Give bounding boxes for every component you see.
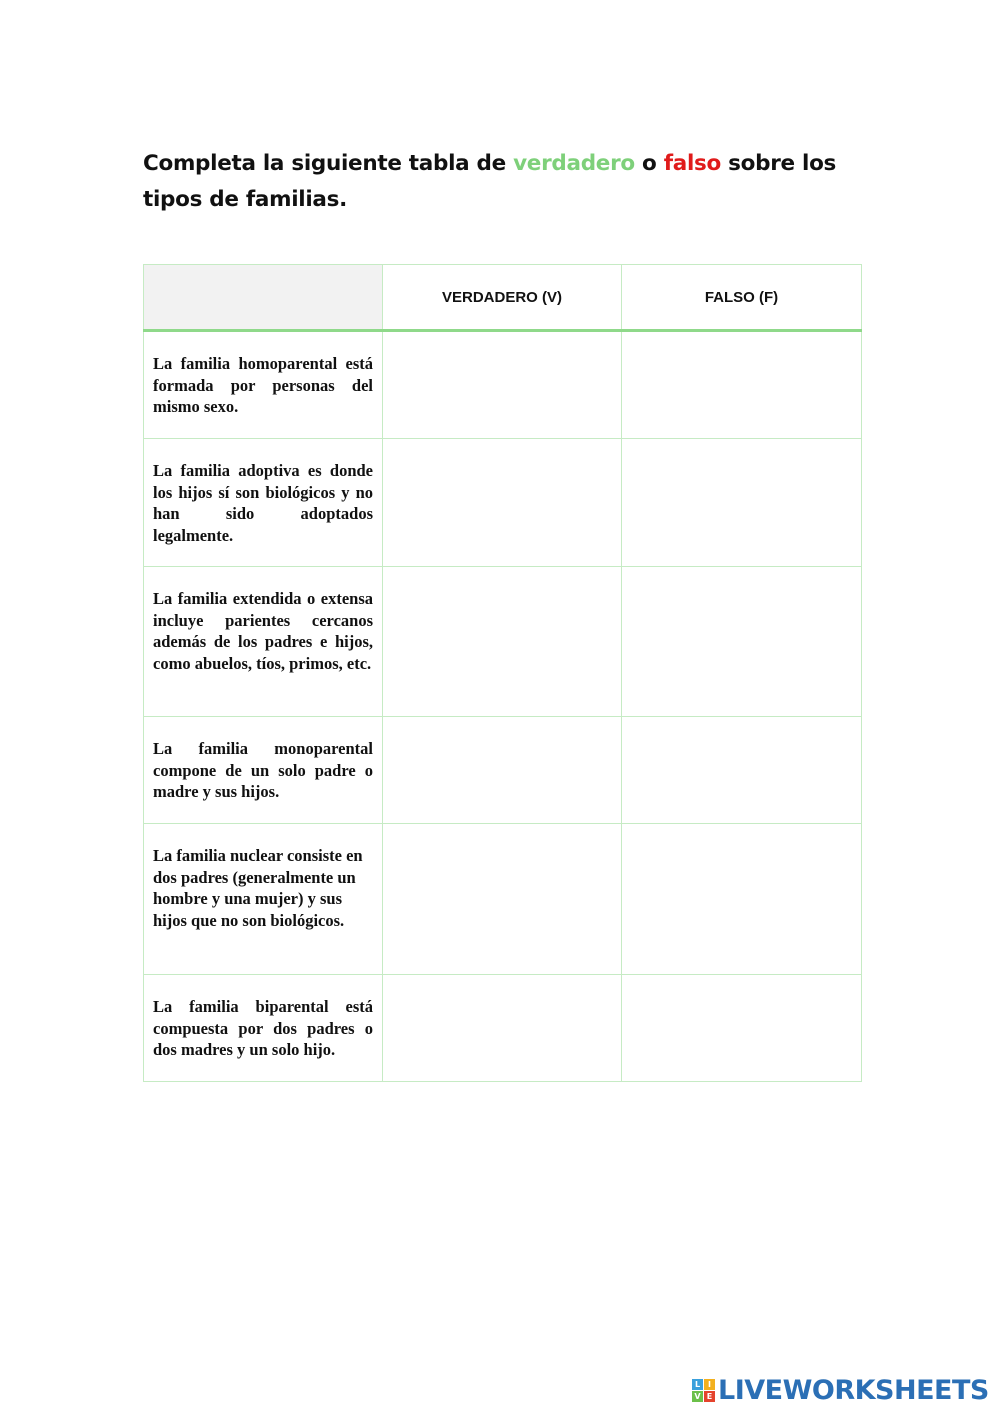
logo-tile-e: E	[704, 1391, 715, 1402]
answer-cell-verdadero[interactable]	[383, 975, 622, 1082]
table-row	[144, 717, 862, 824]
table-row	[144, 824, 862, 975]
answer-cell-falso[interactable]	[622, 439, 862, 567]
table-header-row	[144, 265, 862, 331]
logo-tile-i: I	[704, 1379, 715, 1390]
answer-cell-falso[interactable]	[622, 717, 862, 824]
answer-cell-falso[interactable]	[622, 331, 862, 439]
table-row	[144, 975, 862, 1082]
header-blank-cell	[144, 265, 383, 331]
word-verdadero: verdadero	[513, 151, 635, 176]
answer-cell-verdadero[interactable]	[383, 331, 622, 439]
statement-cell: La familia homoparental está formada por personas del mismo sexo.	[144, 331, 383, 439]
answer-cell-verdadero[interactable]	[383, 824, 622, 975]
liveworksheets-wordmark: LIVEWORKSHEETS	[718, 1374, 989, 1406]
instructions-connector: o	[634, 151, 664, 176]
table-row	[144, 439, 862, 567]
logo-tile-l: L	[692, 1379, 703, 1390]
header-verdadero: VERDADERO (V)	[383, 265, 622, 331]
answer-cell-falso[interactable]	[622, 975, 862, 1082]
statement-cell: La familia biparental está compuesta por dos padres o dos madres y un solo hijo.	[144, 975, 383, 1082]
instructions-part-2: sobre los tipos de familias.	[143, 151, 837, 212]
instructions-part-1: Completa la siguiente tabla de	[143, 151, 514, 176]
table-row	[144, 567, 862, 717]
logo-tile-v: V	[692, 1391, 703, 1402]
statement-cell: La familia extendida o extensa incluye parientes cercanos además de los padres e hijos, como abuelos, tíos, primos, etc.	[144, 567, 383, 717]
answer-cell-falso[interactable]	[622, 824, 862, 975]
table-row	[144, 331, 862, 439]
answer-cell-falso[interactable]	[622, 567, 862, 717]
word-falso: falso	[663, 151, 721, 176]
statement-cell: La familia nuclear consiste en dos padres (generalmente un hombre y una mujer) y sus hijos que no son biológicos.	[144, 824, 383, 975]
answer-cell-verdadero[interactable]	[383, 567, 622, 717]
answer-cell-verdadero[interactable]	[383, 439, 622, 567]
liveworksheets-logo-icon	[692, 1379, 715, 1402]
liveworksheets-brand	[692, 1373, 989, 1407]
true-false-table	[143, 264, 862, 1082]
answer-cell-verdadero[interactable]	[383, 717, 622, 824]
worksheet-instructions	[143, 146, 843, 218]
statement-cell: La familia monoparental compone de un solo padre o madre y sus hijos.	[144, 717, 383, 824]
statement-cell: La familia adoptiva es donde los hijos sí son biológicos y no han sido adoptados legalmente.	[144, 439, 383, 567]
header-falso: FALSO (F)	[622, 265, 862, 331]
